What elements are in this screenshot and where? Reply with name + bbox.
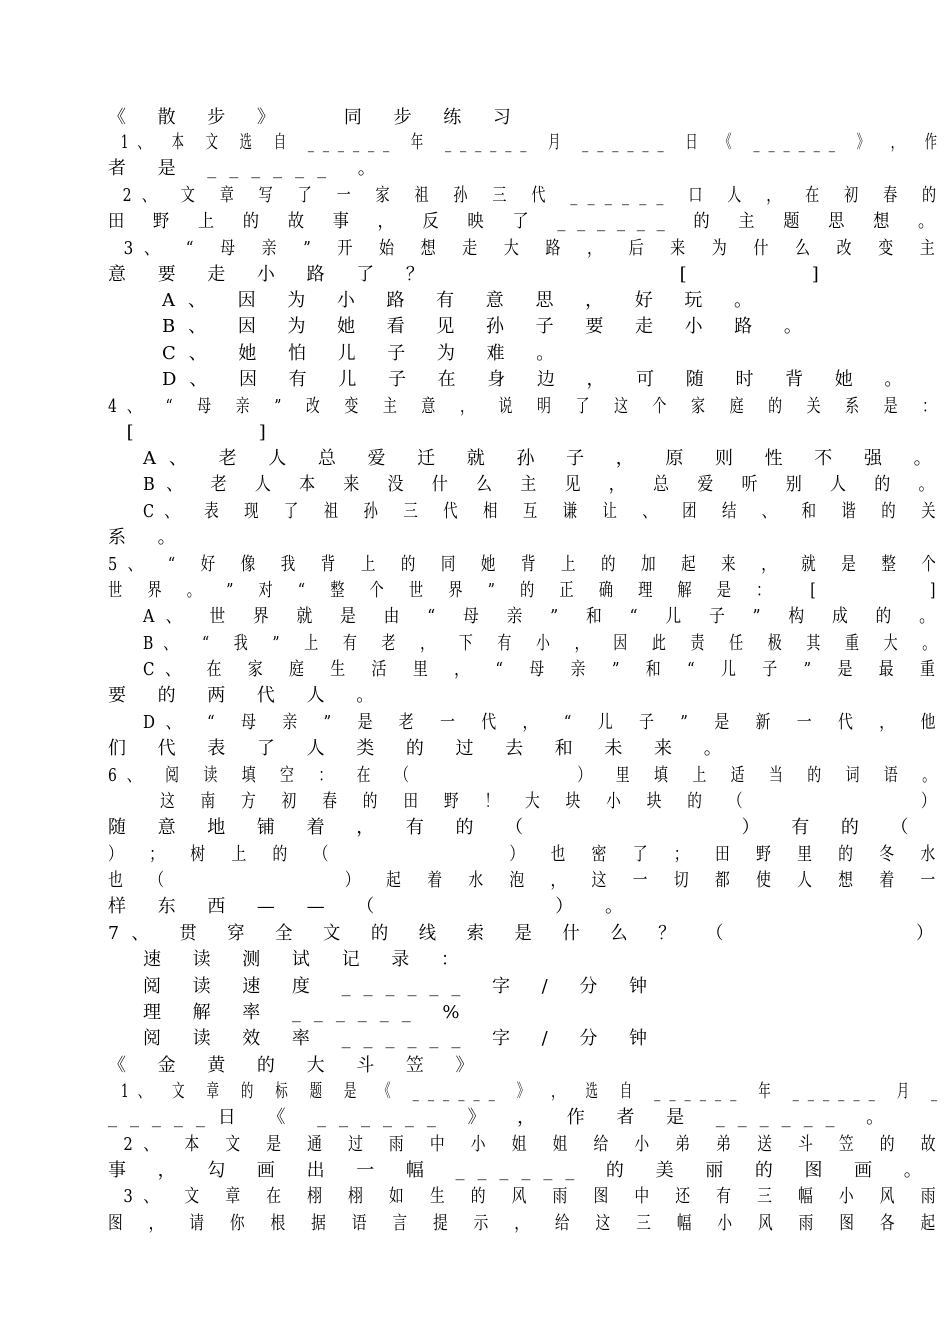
question-5-line-1: 5、 “ 好 像 我 背 上 的 同 她 背 上 的 加 起 来 ， 就 是 整 个 — [108, 554, 947, 575]
question-2-line-1: 2、 文 章 写 了 一 家 祖 孙 三 代 ______ 口 人 ， 在 初 春 的 — [108, 185, 947, 206]
golden-question-1-line-2: _____日 《 ______ 》 ， 作 者 是 ______ 。 — [108, 1107, 898, 1128]
question-3-option-c: C、 她 怕 儿 子 为 难 。 — [162, 343, 568, 364]
question-5-line-2: 世 界 。 ” 对 “ 整 个 世 界 ” 的 正 确 理 解 是 ： [ ] — [108, 580, 946, 601]
speed-test-efficiency: 阅 读 效 率 ______ 字 / 分 钟 — [143, 1028, 660, 1049]
question-4-option-c-line-1: C、 表 现 了 祖 孙 三 代 相 互 谦 让 、 团 结 、 和 谐 的 关 — [143, 501, 946, 522]
question-5-option-c-line-1: C、 在 家 庭 生 活 里 ， “ 母 亲 ” 和 “ 儿 子 ” 是 最 重 — [143, 659, 946, 680]
question-4-line-1: 4、 “ 母 亲 ” 改 变 主 意 ， 说 明 了 这 个 家 庭 的 关 系 是 ： — [108, 396, 947, 417]
speed-test-comprehension: 理 解 率 ______ % — [143, 1002, 473, 1023]
question-3-option-d: D、 因 有 儿 子 在 身 边 ， 可 随 时 背 她 。 — [162, 369, 916, 390]
question-7: 7、 贯 穿 全 文 的 线 索 是 什 么 ？ （ ） — [108, 923, 946, 944]
question-3-option-a: A、 因 为 小 路 有 意 思 ， 好 玩 。 — [162, 290, 765, 311]
question-6-line-4: ） ； 树 上 的 （ ） 也 密 了 ； 田 野 里 的 冬 水 — [108, 844, 947, 865]
question-4-option-a: A、 老 人 总 爱 迁 就 孙 子 ， 原 则 性 不 强 。 — [143, 448, 945, 469]
golden-question-3-line-2: 图 ， 请 你 根 据 语 言 提 示 ， 给 这 三 幅 小 风 雨 图 各 起 — [108, 1213, 946, 1234]
golden-question-1-line-1: 1、 文 章 的 标 题 是 《 ______ 》 ， 选 自 ______ 年 ______ 月 _ — [108, 1081, 947, 1102]
question-5-option-c-line-2: 要 的 两 代 人 。 — [108, 685, 388, 706]
golden-question-3-line-1: 3、 文 章 在 栩 栩 如 生 的 风 雨 图 中 还 有 三 幅 小 风 雨 — [108, 1186, 947, 1207]
question-5-option-a: A、 世 界 就 是 由 “ 母 亲 ” 和 “ 儿 子 ” 构 成 的 。 — [143, 606, 947, 627]
question-6-line-5: 也 （ ） 起 着 水 泡 ， 这 一 切 都 使 人 想 着 一 — [108, 870, 947, 891]
question-1-line-2: 者 是 ______ 。 — [108, 158, 389, 179]
question-4-option-b: B、 老 人 本 来 没 什 么 主 见 ， 总 爱 听 别 人 的 。 — [143, 474, 947, 495]
title-golden-hat: 《 金 黄 的 大 斗 笠 》 — [108, 1055, 487, 1076]
question-6-line-1: 6、 阅 读 填 空 ： 在 （ ） 里 填 上 适 当 的 词 语 。 — [108, 765, 947, 786]
golden-question-2-line-2: 事 ， 勾 画 出 一 幅 ______ 的 美 丽 的 图 画 。 — [108, 1160, 935, 1181]
speed-test-heading: 速 读 测 试 记 录 ： — [143, 949, 472, 970]
question-3-option-b: B、 因 为 她 看 见 孙 子 要 走 小 路 。 — [162, 316, 815, 337]
question-2-line-2: 田 野 上 的 故 事 ， 反 映 了 ______ 的 主 题 思 想 。 — [108, 211, 947, 232]
question-6-line-2: 这 南 方 初 春 的 田 野 ！ 大 块 小 块 的 （ ） — [160, 791, 947, 812]
question-4-option-c-line-2: 系 。 — [108, 527, 189, 548]
question-3-line-1: 3、 “ 母 亲 ” 开 始 想 走 大 路 ， 后 来 为 什 么 改 变 主 — [108, 238, 946, 259]
title-sanbu: 《 散 步 》 同 步 练 习 — [108, 107, 524, 128]
question-6-line-3: 随 意 地 铺 着 ， 有 的 （ ） 有 的 （ — [108, 817, 922, 838]
question-5-option-d-line-2: 们 代 表 了 人 类 的 过 去 和 未 来 。 — [108, 738, 735, 759]
question-5-option-b: B、 “ 我 ” 上 有 老 ， 下 有 小 ， 因 此 责 任 极 其 重 大 。 — [143, 633, 947, 654]
speed-test-reading-speed: 阅 读 速 度 ______ 字 / 分 钟 — [143, 976, 660, 997]
question-5-option-d-line-1: D、 “ 母 亲 ” 是 老 一 代 ， “ 儿 子 ” 是 新 一 代 ， 他 — [143, 712, 947, 733]
question-4-line-2: [ ] — [108, 422, 279, 443]
question-6-line-6: 样 东 西 — — （ ） 。 — [108, 896, 636, 917]
question-1-line-1: 1、 本 文 选 自 ______ 年 ______ 月 ______ 日 《 ______ 》 ， 作 — [108, 132, 946, 153]
golden-question-2-line-1: 2、 本 文 是 通 过 雨 中 小 姐 姐 给 小 弟 弟 送 斗 笠 的 故 — [108, 1134, 947, 1155]
question-3-line-2: 意 要 走 小 路 了 ？ [ ] — [108, 264, 832, 285]
